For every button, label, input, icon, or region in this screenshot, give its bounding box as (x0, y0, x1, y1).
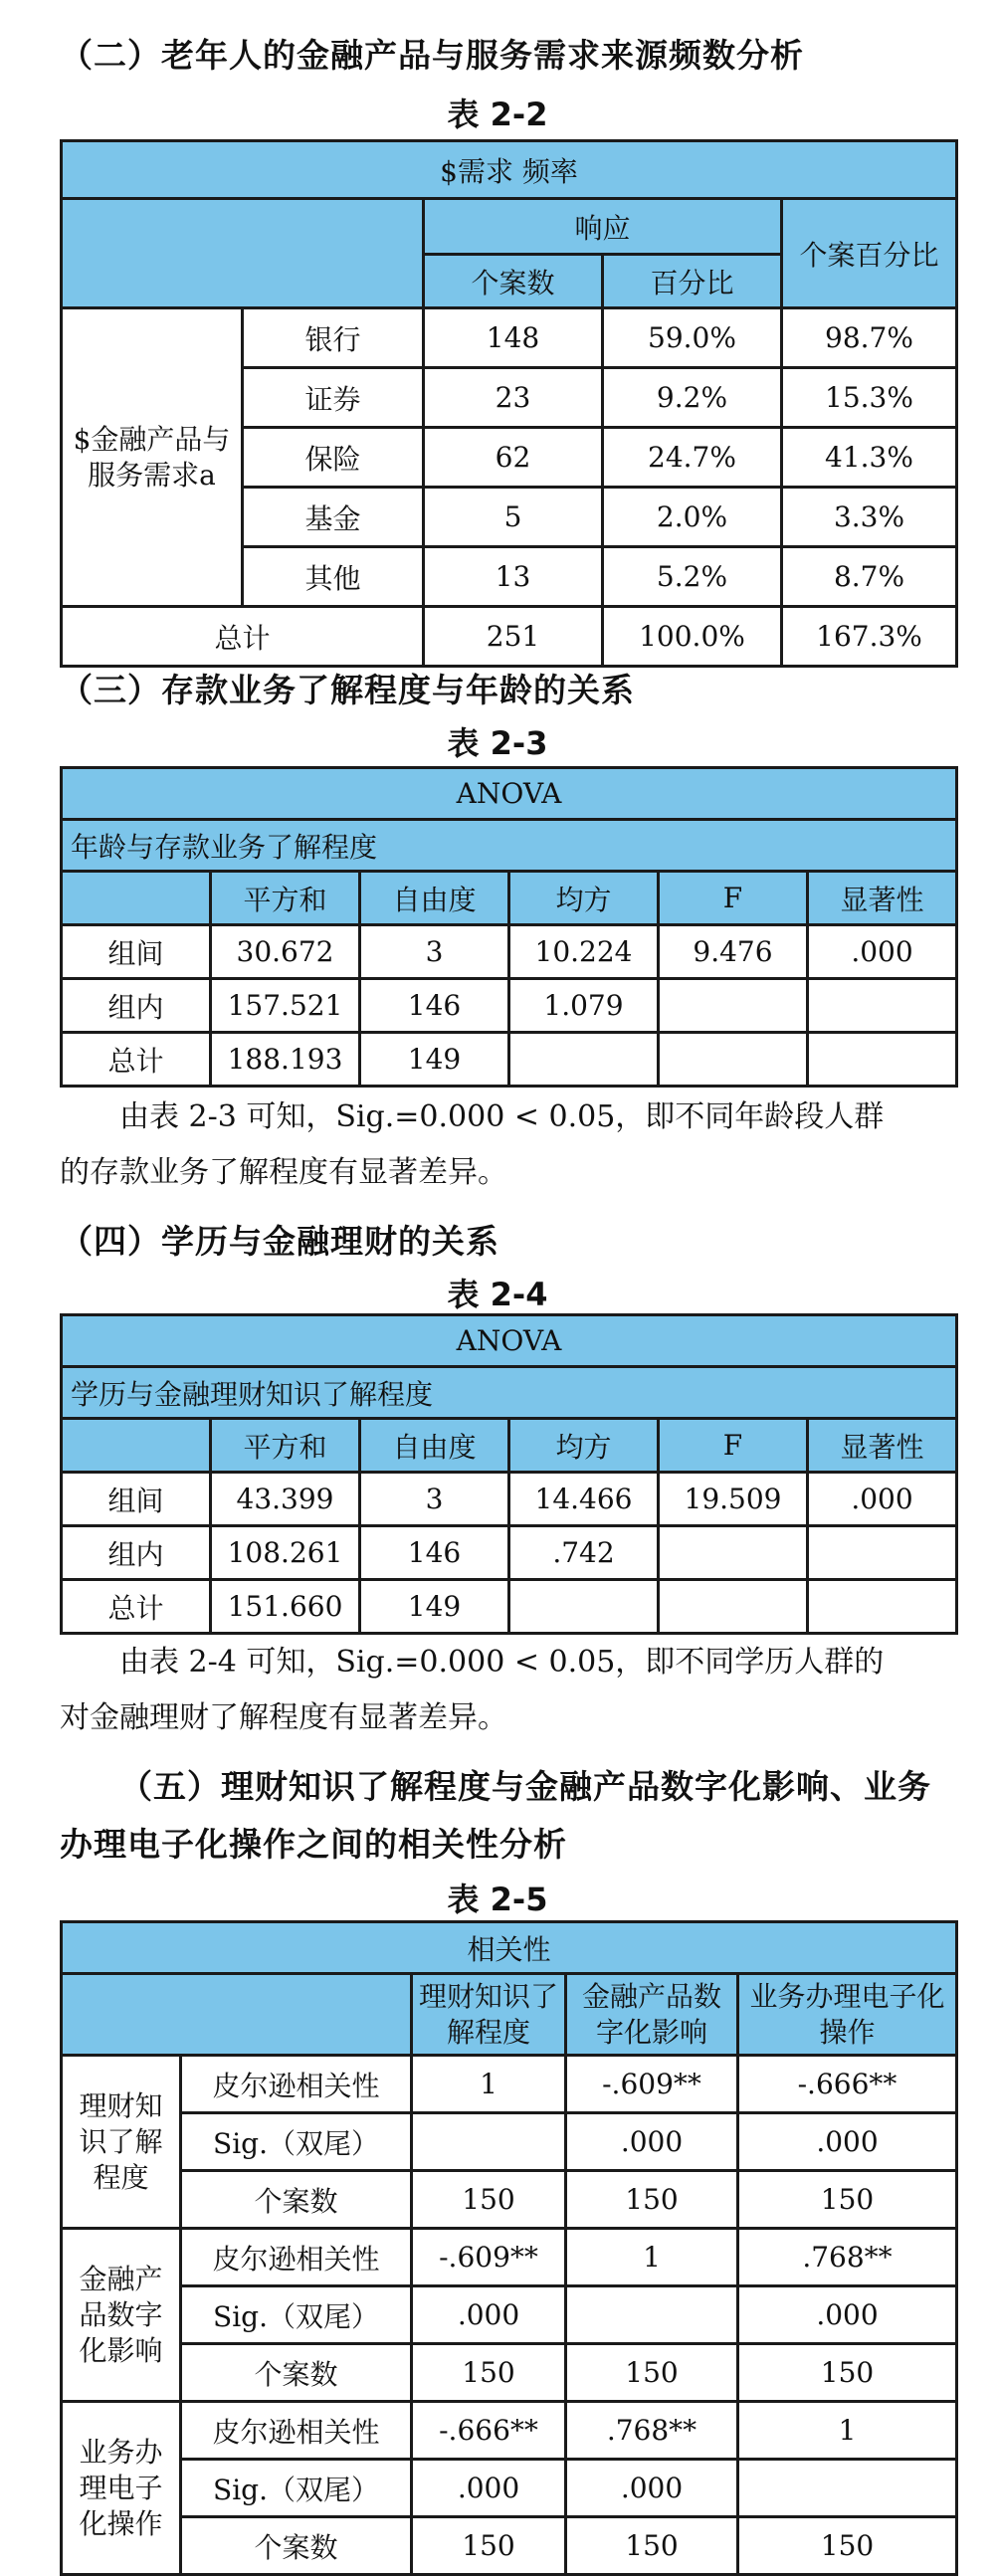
cell-count: 23 (424, 368, 603, 428)
cell-f (659, 1033, 808, 1087)
cell-b: 1 (566, 2229, 738, 2286)
table-2-3 (60, 766, 958, 1088)
stat-label: 皮尔逊相关性 (181, 2056, 412, 2113)
table-caption-2-5: 表 2-5 (447, 1881, 548, 1918)
cell-c: .000 (738, 2113, 957, 2171)
cell-ss: 188.193 (211, 1033, 360, 1087)
header-percent: 百分比 (603, 255, 782, 308)
row-label: 总计 (62, 1580, 211, 1634)
cell-b: 150 (566, 2171, 738, 2229)
row-label: 组内 (62, 979, 211, 1033)
stat-label: Sig.（双尾） (181, 2113, 412, 2171)
section-heading-5-cont: 办理电子化操作之间的相关性分析 (60, 1825, 567, 1864)
col-header: 自由度 (360, 1419, 509, 1473)
stat-label: Sig.（双尾） (181, 2286, 412, 2344)
cell-df: 149 (360, 1033, 509, 1087)
cell-a: 150 (412, 2171, 566, 2229)
cell-case-percent: 98.7% (782, 308, 957, 368)
cell-case-percent: 3.3% (782, 488, 957, 547)
cell-a: 150 (412, 2344, 566, 2402)
cell-ss: 30.672 (211, 925, 360, 979)
total-label: 总计 (62, 607, 424, 667)
section-heading-4: （四）学历与金融理财的关系 (60, 1222, 499, 1261)
cell-c: 150 (738, 2517, 957, 2575)
row-label: 组间 (62, 925, 211, 979)
cell-ms (509, 1580, 659, 1634)
col-header: 显著性 (808, 1419, 957, 1473)
paragraph-line: 由表 2-4 可知，Sig.=0.000 < 0.05，即不同学历人群的 (119, 1645, 885, 1680)
table-title: ANOVA (62, 768, 957, 820)
row-group-label: 金融产品数字化影响 (62, 2229, 181, 2402)
cell-count: 148 (424, 308, 603, 368)
cell-case-percent: 15.3% (782, 368, 957, 428)
cell-ms (509, 1033, 659, 1087)
row-label: 保险 (243, 428, 424, 488)
cell-percent: 9.2% (603, 368, 782, 428)
blank-corner (62, 1974, 412, 2056)
cell-f (659, 979, 808, 1033)
row-label: 证券 (243, 368, 424, 428)
total-count: 251 (424, 607, 603, 667)
table-title: ANOVA (62, 1315, 957, 1367)
stat-label: 个案数 (181, 2517, 412, 2575)
cell-a: 150 (412, 2517, 566, 2575)
row-label: 其他 (243, 547, 424, 607)
cell-a: -.609** (412, 2229, 566, 2286)
col-header: 自由度 (360, 872, 509, 925)
cell-sig: .000 (808, 925, 957, 979)
row-label: 组内 (62, 1526, 211, 1580)
stat-label: 皮尔逊相关性 (181, 2229, 412, 2286)
section-heading-3: （三）存款业务了解程度与年龄的关系 (60, 671, 635, 709)
cell-percent: 59.0% (603, 308, 782, 368)
table-caption-2-2: 表 2-2 (447, 96, 548, 133)
col-header: 理财知识了解程度 (412, 1974, 566, 2056)
table-caption-2-3: 表 2-3 (447, 724, 548, 762)
table-2-5 (60, 1920, 958, 2576)
total-case-percent: 167.3% (782, 607, 957, 667)
cell-b: .768** (566, 2402, 738, 2460)
row-label: 组间 (62, 1473, 211, 1526)
header-case-percent: 个案百分比 (782, 199, 957, 308)
cell-c: 150 (738, 2171, 957, 2229)
table-2-2 (60, 139, 958, 668)
cell-count: 62 (424, 428, 603, 488)
table-title: $需求 频率 (62, 141, 957, 199)
cell-ms: .742 (509, 1526, 659, 1580)
row-group-label: $金融产品与服务需求a (62, 308, 243, 607)
paragraph-line: 的存款业务了解程度有显著差异。 (60, 1155, 507, 1190)
section-heading-5: （五）理财知识了解程度与金融产品数字化影响、业务 (119, 1767, 931, 1806)
stat-label: 皮尔逊相关性 (181, 2402, 412, 2460)
cell-ss: 108.261 (211, 1526, 360, 1580)
col-header: F (659, 872, 808, 925)
col-header: 平方和 (211, 872, 360, 925)
cell-ss: 151.660 (211, 1580, 360, 1634)
paragraph-line: 由表 2-3 可知，Sig.=0.000 < 0.05，即不同年龄段人群 (119, 1099, 885, 1134)
header-response: 响应 (424, 199, 782, 255)
blank-corner (62, 872, 211, 925)
cell-b: .000 (566, 2113, 738, 2171)
cell-sig (808, 1580, 957, 1634)
col-header: F (659, 1419, 808, 1473)
table-caption-2-4: 表 2-4 (447, 1276, 548, 1313)
row-label: 总计 (62, 1033, 211, 1087)
cell-ms: 10.224 (509, 925, 659, 979)
col-header: 平方和 (211, 1419, 360, 1473)
row-label: 银行 (243, 308, 424, 368)
cell-ss: 157.521 (211, 979, 360, 1033)
cell-c: 1 (738, 2402, 957, 2460)
table-2-4 (60, 1313, 958, 1635)
table-subtitle: 学历与金融理财知识了解程度 (62, 1367, 957, 1419)
stat-label: Sig.（双尾） (181, 2460, 412, 2517)
cell-b: 150 (566, 2344, 738, 2402)
cell-b: .000 (566, 2460, 738, 2517)
cell-df: 146 (360, 1526, 509, 1580)
total-percent: 100.0% (603, 607, 782, 667)
cell-c: -.666** (738, 2056, 957, 2113)
cell-ms: 14.466 (509, 1473, 659, 1526)
cell-percent: 5.2% (603, 547, 782, 607)
cell-count: 5 (424, 488, 603, 547)
col-header: 金融产品数字化影响 (566, 1974, 738, 2056)
blank-corner (62, 199, 424, 308)
table-title: 相关性 (62, 1922, 957, 1974)
section-heading-2: （二）老年人的金融产品与服务需求来源频数分析 (60, 36, 804, 75)
col-header: 业务办理电子化操作 (738, 1974, 957, 2056)
row-group-label: 业务办理电子化操作 (62, 2402, 181, 2575)
cell-f: 19.509 (659, 1473, 808, 1526)
cell-c: .768** (738, 2229, 957, 2286)
cell-b (566, 2286, 738, 2344)
row-group-label: 理财知识了解程度 (62, 2056, 181, 2229)
col-header: 显著性 (808, 872, 957, 925)
row-label: 基金 (243, 488, 424, 547)
col-header: 均方 (509, 1419, 659, 1473)
stat-label: 个案数 (181, 2344, 412, 2402)
table-subtitle: 年龄与存款业务了解程度 (62, 820, 957, 872)
cell-a: 1 (412, 2056, 566, 2113)
cell-b: -.609** (566, 2056, 738, 2113)
cell-df: 149 (360, 1580, 509, 1634)
stat-label: 个案数 (181, 2171, 412, 2229)
cell-c: 150 (738, 2344, 957, 2402)
cell-sig (808, 1526, 957, 1580)
cell-a (412, 2113, 566, 2171)
blank-corner (62, 1419, 211, 1473)
cell-df: 3 (360, 925, 509, 979)
cell-sig (808, 1033, 957, 1087)
cell-b: 150 (566, 2517, 738, 2575)
cell-df: 146 (360, 979, 509, 1033)
cell-percent: 2.0% (603, 488, 782, 547)
cell-c: .000 (738, 2286, 957, 2344)
cell-f (659, 1580, 808, 1634)
cell-df: 3 (360, 1473, 509, 1526)
cell-ms: 1.079 (509, 979, 659, 1033)
cell-sig: .000 (808, 1473, 957, 1526)
cell-f: 9.476 (659, 925, 808, 979)
col-header: 均方 (509, 872, 659, 925)
cell-case-percent: 8.7% (782, 547, 957, 607)
cell-ss: 43.399 (211, 1473, 360, 1526)
cell-c (738, 2460, 957, 2517)
cell-a: -.666** (412, 2402, 566, 2460)
cell-a: .000 (412, 2460, 566, 2517)
cell-count: 13 (424, 547, 603, 607)
paragraph-line: 对金融理财了解程度有显著差异。 (60, 1700, 507, 1735)
cell-sig (808, 979, 957, 1033)
cell-case-percent: 41.3% (782, 428, 957, 488)
cell-percent: 24.7% (603, 428, 782, 488)
cell-a: .000 (412, 2286, 566, 2344)
header-case-count: 个案数 (424, 255, 603, 308)
cell-f (659, 1526, 808, 1580)
